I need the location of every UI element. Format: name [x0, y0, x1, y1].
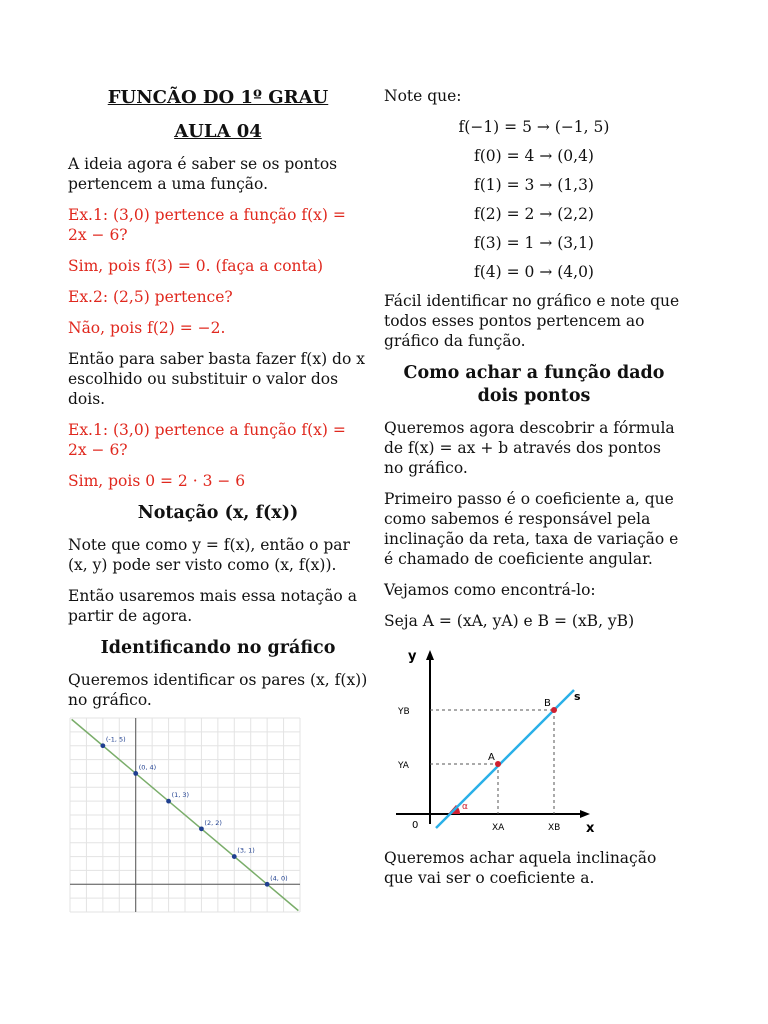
- data-point-label: (-1, 5): [105, 735, 126, 744]
- answer-2: Não, pois f(2) = −2.: [68, 319, 226, 337]
- data-point-label: (2, 2): [204, 818, 222, 827]
- left-column: [68, 86, 368, 916]
- seja-paragraph: Seja A = (xA, yA) e B = (xB, yB): [384, 612, 635, 630]
- data-point: [199, 826, 204, 831]
- graph-paragraph: Queremos identificar os pares (x, f(x)) no gráfico.: [68, 671, 368, 709]
- final-paragraph: Queremos achar aquela inclinação que vai ser o coeficiente a.: [384, 849, 657, 887]
- data-point-label: (1, 3): [171, 791, 190, 800]
- alpha-label: α: [462, 802, 468, 812]
- line-s-label: s: [574, 690, 581, 703]
- point-a: [495, 761, 501, 767]
- notation-paragraph: Note que como y = f(x), então o par (x, y) pode ser visto como (x, f(x)).: [68, 536, 350, 574]
- y-axis-label: y: [408, 649, 417, 664]
- x-axis-label: x: [586, 821, 595, 836]
- right-column: [384, 86, 684, 899]
- line-graph: [68, 714, 304, 916]
- data-point: [232, 854, 237, 859]
- answer-1a: Sim, pois f(3) = 0. (faça a conta): [68, 257, 324, 275]
- line-graph-svg: [68, 714, 304, 916]
- data-point: [100, 743, 105, 748]
- notation-use-paragraph: Então usaremos mais essa notação a partir de agora.: [68, 587, 357, 625]
- equation-row: f(−1) = 5 → (−1, 5): [458, 118, 610, 136]
- note-label: Note que:: [384, 87, 462, 105]
- yb-label: YB: [398, 707, 410, 717]
- first-step-paragraph: Primeiro passo é o coeficiente a, que como sabemos é responsável pela inclinação da reta, taxa de variação e é chamado de coeficiente angular.: [384, 490, 679, 568]
- graph-heading: Identificando no gráfico: [100, 638, 336, 658]
- x-axis-arrow: [580, 810, 590, 818]
- data-point: [166, 799, 171, 804]
- ya-label: YA: [398, 761, 409, 771]
- equation-row: f(2) = 2 → (2,2): [474, 205, 594, 223]
- point-b: [551, 707, 557, 713]
- notation-heading: Notação (x, f(x)): [137, 503, 299, 523]
- data-point: [265, 882, 270, 887]
- example-2: Ex.2: (2,5) pertence?: [68, 288, 233, 306]
- want-paragraph: Queremos agora descobrir a fórmula de f(x) = ax + b através dos pontos no gráfico.: [384, 419, 675, 477]
- equation-row: f(3) = 1 → (3,1): [474, 234, 594, 252]
- equation-row: f(0) = 4 → (0,4): [474, 147, 594, 165]
- origin-label: 0: [412, 820, 419, 831]
- y-axis-arrow: [426, 650, 434, 660]
- easy-paragraph: Fácil identificar no gráfico e note que todos esses pontos pertencem ao gráfico da função.: [384, 292, 680, 350]
- page-title: FUNCÃO DO 1º GRAU: [107, 87, 329, 108]
- equation-list: [384, 117, 684, 282]
- example-1a: Ex.1: (3,0) pertence a função f(x) = 2x − 6?: [68, 206, 346, 244]
- intro-paragraph: A ideia agora é saber se os pontos pertencem a uma função.: [68, 155, 338, 193]
- xb-label: XB: [548, 823, 561, 833]
- slope-diagram: [388, 642, 602, 838]
- lesson-title: AULA 04: [174, 121, 262, 142]
- answer-1b: Sim, pois 0 = 2 · 3 − 6: [68, 472, 246, 490]
- equation-row: f(1) = 3 → (1,3): [474, 176, 594, 194]
- slope-diagram-svg: [388, 642, 602, 838]
- data-point-label: (3, 1): [237, 846, 255, 855]
- data-point-label: (4, 0): [270, 874, 288, 883]
- data-point-label: (0, 4): [138, 763, 157, 772]
- data-point: [133, 771, 138, 776]
- point-b-label: B: [544, 698, 551, 709]
- equation-row: f(4) = 0 → (4,0): [474, 263, 594, 281]
- xa-label: XA: [492, 823, 505, 833]
- then-paragraph: Então para saber basta fazer f(x) do x escolhido ou substituir o valor dos dois.: [68, 350, 365, 408]
- how-heading: Como achar a função dado dois pontos: [403, 363, 665, 406]
- see-paragraph: Vejamos como encontrá-lo:: [384, 581, 596, 599]
- point-a-label: A: [488, 752, 495, 763]
- example-1b: Ex.1: (3,0) pertence a função f(x) = 2x − 6?: [68, 421, 346, 459]
